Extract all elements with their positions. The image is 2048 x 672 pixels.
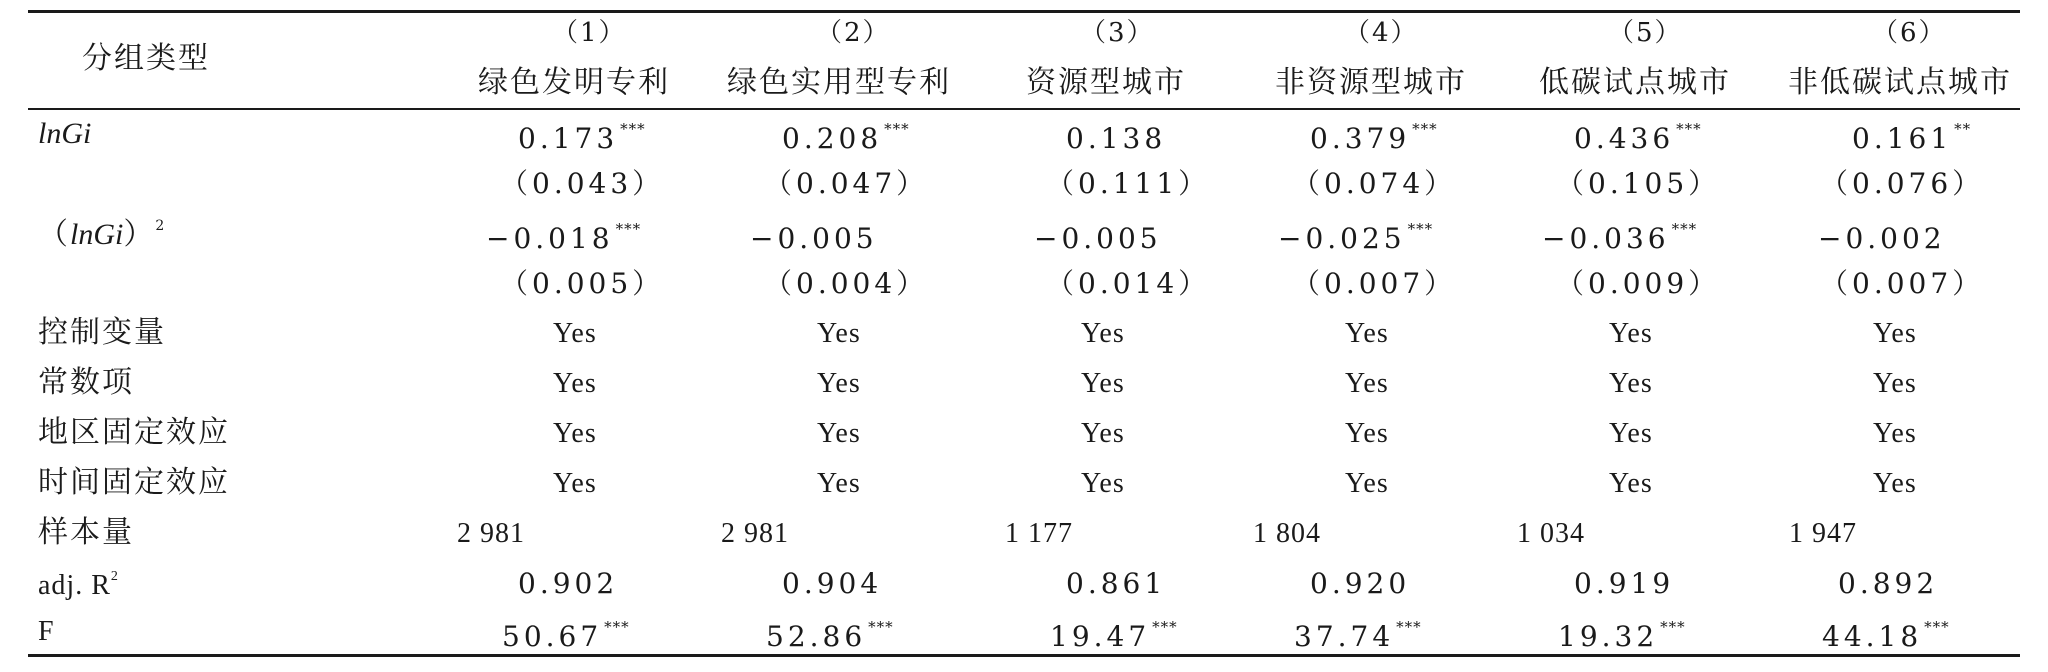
sample-size-value-2: 2 981: [721, 518, 789, 549]
f-stat-value-1: 50.67 ***: [502, 618, 630, 653]
lngi-squared-se-5: （0.009）: [1556, 267, 1721, 300]
column-2-name: 绿色实用型专利: [727, 65, 951, 100]
column-5-index: （5）: [1608, 18, 1683, 48]
lngi-squared-se-1: （0.005）: [500, 267, 665, 300]
lngi-se-2: （0.047）: [764, 167, 929, 200]
time-fe-value-2: Yes: [817, 468, 861, 499]
row-label-f-stat: F: [38, 616, 55, 647]
region-fe-value-2: Yes: [817, 418, 861, 449]
row-label-region-fe: 地区固定效应: [38, 415, 230, 450]
lngi-coef-6: 0.161 **: [1852, 120, 1972, 155]
lngi-squared-se-6: （0.007）: [1820, 267, 1985, 300]
lngi-squared-coef-4: −0.025 ***: [1278, 220, 1434, 255]
f-stat-value-3: 19.47 ***: [1050, 618, 1178, 653]
table-header-rule: [28, 108, 2020, 110]
time-fe-value-6: Yes: [1873, 468, 1917, 499]
time-fe-value-3: Yes: [1081, 468, 1125, 499]
lngi-se-4: （0.074）: [1292, 167, 1457, 200]
controls-value-5: Yes: [1609, 318, 1653, 349]
sample-size-value-1: 2 981: [457, 518, 525, 549]
lngi-coef-5: 0.436 ***: [1574, 120, 1702, 155]
time-fe-value-5: Yes: [1609, 468, 1653, 499]
table-bottom-rule: [28, 654, 2020, 657]
f-stat-value-6: 44.18 ***: [1822, 618, 1950, 653]
constant-value-1: Yes: [553, 368, 597, 399]
region-fe-value-1: Yes: [553, 418, 597, 449]
f-stat-value-5: 19.32 ***: [1558, 618, 1686, 653]
lngi-se-6: （0.076）: [1820, 167, 1985, 200]
region-fe-value-5: Yes: [1609, 418, 1653, 449]
lngi-squared-coef-2: −0.005: [750, 222, 878, 255]
column-6-name: 非低碳试点城市: [1788, 65, 2012, 100]
column-5-name: 低碳试点城市: [1539, 65, 1731, 100]
column-3-index: （3）: [1080, 18, 1155, 48]
lngi-squared-coef-5: −0.036 ***: [1542, 220, 1698, 255]
lngi-squared-se-4: （0.007）: [1292, 267, 1457, 300]
group-type-header: 分组类型: [82, 41, 210, 76]
controls-value-3: Yes: [1081, 318, 1125, 349]
adj-r-squared-value-6: 0.892: [1838, 567, 1939, 600]
lngi-se-1: （0.043）: [500, 167, 665, 200]
controls-value-4: Yes: [1345, 318, 1389, 349]
region-fe-value-3: Yes: [1081, 418, 1125, 449]
table-top-rule: [28, 10, 2020, 13]
row-label-controls: 控制变量: [38, 315, 166, 350]
controls-value-1: Yes: [553, 318, 597, 349]
controls-value-2: Yes: [817, 318, 861, 349]
f-stat-value-2: 52.86 ***: [766, 618, 894, 653]
row-label-constant: 常数项: [38, 365, 134, 400]
constant-value-2: Yes: [817, 368, 861, 399]
constant-value-3: Yes: [1081, 368, 1125, 399]
column-6-index: （6）: [1872, 18, 1947, 48]
adj-r-squared-value-4: 0.920: [1310, 567, 1411, 600]
lngi-se-5: （0.105）: [1556, 167, 1721, 200]
adj-r-squared-value-3: 0.861: [1066, 567, 1167, 600]
time-fe-value-4: Yes: [1345, 468, 1389, 499]
lngi-squared-coef-1: −0.018 ***: [486, 220, 642, 255]
adj-r-squared-value-1: 0.902: [518, 567, 619, 600]
sample-size-value-6: 1 947: [1789, 518, 1857, 549]
lngi-squared-coef-6: −0.002: [1818, 222, 1946, 255]
constant-value-4: Yes: [1345, 368, 1389, 399]
lngi-coef-3: 0.138: [1066, 122, 1167, 155]
row-label-lngi-squared: （lnGi）$^2$: [38, 217, 165, 252]
lngi-se-3: （0.111）: [1046, 167, 1211, 200]
row-label-adj-r-squared: adj. $R^2$: [38, 569, 119, 601]
column-1-name: 绿色发明专利: [478, 65, 670, 100]
sample-size-value-3: 1 177: [1005, 518, 1073, 549]
lngi-coef-4: 0.379 ***: [1310, 120, 1438, 155]
column-2-index: （2）: [816, 18, 891, 48]
lngi-squared-coef-3: −0.005: [1034, 222, 1162, 255]
row-label-time-fe: 时间固定效应: [38, 465, 230, 500]
sample-size-value-4: 1 804: [1253, 518, 1321, 549]
row-label-lngi: lnGi: [38, 117, 92, 150]
column-3-name: 资源型城市: [1026, 65, 1186, 100]
region-fe-value-6: Yes: [1873, 418, 1917, 449]
row-label-sample-size: 样本量: [38, 515, 134, 550]
column-4-name: 非资源型城市: [1275, 65, 1467, 100]
lngi-squared-se-3: （0.014）: [1046, 267, 1211, 300]
region-fe-value-4: Yes: [1345, 418, 1389, 449]
sample-size-value-5: 1 034: [1517, 518, 1585, 549]
lngi-coef-1: 0.173 ***: [518, 120, 646, 155]
lngi-squared-se-2: （0.004）: [764, 267, 929, 300]
column-4-index: （4）: [1344, 18, 1419, 48]
constant-value-5: Yes: [1609, 368, 1653, 399]
controls-value-6: Yes: [1873, 318, 1917, 349]
lngi-coef-2: 0.208 ***: [782, 120, 910, 155]
f-stat-value-4: 37.74 ***: [1294, 618, 1422, 653]
adj-r-squared-value-5: 0.919: [1574, 567, 1675, 600]
adj-r-squared-value-2: 0.904: [782, 567, 883, 600]
column-1-index: （1）: [552, 18, 627, 48]
time-fe-value-1: Yes: [553, 468, 597, 499]
constant-value-6: Yes: [1873, 368, 1917, 399]
